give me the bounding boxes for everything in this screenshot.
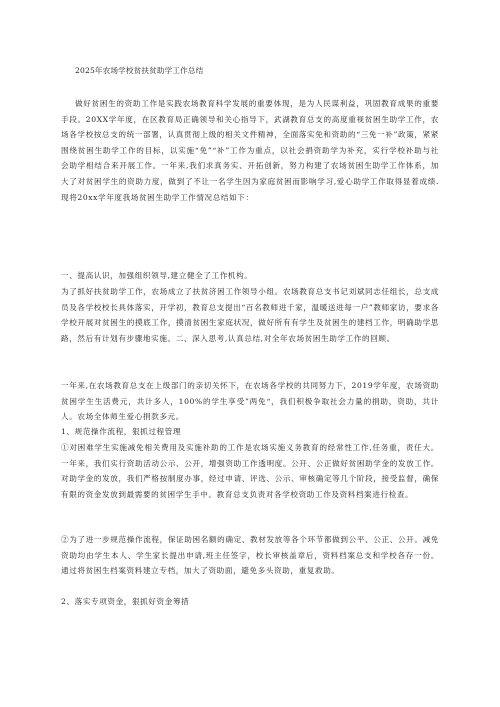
- section-1-heading: 一、提高认识，加强组织领导,建立健全了工作机构。: [61, 271, 253, 280]
- section-1-paragraph: 为了抓好扶贫助学工作，农场成立了扶贫济困工作领导小组。农场教育总支书记刘斌同志任组长，总支成员及各学校校长具体落实，开学初，教育总支提出“百名教师进千家，温暖送进每一户”教师家访，要求各学校开展对贫困生的摸底工作，摸清贫困生家庭状况，做好所有有学生及贫困生的建档工作，明确助学思路，然后有计划有步骤地实施。二、深入思考,认真总结,对全年农场贫困生助学工作的回顾。: [61, 287, 439, 343]
- list-item-fee-reduction: ①对困难学生实施减免相关费用及实施补助的工作是农场实施义务教育的经常性工作,任务重，责任大。一年来，我们实行资助活动公示、公开，增强资助工作透明度。公开、公正做好贫困助学金的发放工作。对助学金的发放，我们严格按制度办事，经过申请、评选、公示、审核确定等几个阶段，接受监督，确保有限的资金发放到最需要的贫困学生手中。教育总支负责对各学校资助工作及资料档案进行检查。: [61, 443, 439, 499]
- subheading-special-funds: 2、落实专项资金，狠抓好资金筹措: [61, 597, 190, 606]
- list-item-process-standardization: ②为了进一步规范操作流程，保证助困名额的确定、教材发放等各个环节都做到公平、公正、公开。减免资助均由学生本人、学生家长提出申请,班主任签字，校长审核盖章后，资料档案总支和学校各存一份。通过将贫困生档案资料建立专档，加大了资助面，避免多头资助，重复救助。: [61, 535, 439, 576]
- subheading-process-management: 1、规范操作流程，狠抓过程管理: [61, 427, 182, 436]
- intro-paragraph: 做好贫困生的资助工作是实践农场教育科学发展的重要体现，是为人民谋利益，巩固教育成果的重要手段。20XX学年度，在区教育局正确领导和关心指导下，武湖教育总支的高度重视贫困生助学工作，农场各学校按总支的统一部署，认真贯彻上级的相关文件精神，全面落实免和资助的“三免一补”政策，紧紧围绕贫困生助学工作的目标，以实施“免”“补”工作为重点，以社会捐资助学为补充，实行学校补助与社会助学相结合来开展工作。一年来,我们求真务实、开拓创新，努力构建了农场贫困生助学工作体系，加大了对贫困学生的资助力度，做到了不让一名学生因为家庭贫困而影响学习,爱心助学工作取得显着成绩.现将20xx学年度我场贫困生助学工作情况总结如下：: [61, 99, 439, 202]
- document-title: 2025年农场学校贫扶贫助学工作总结: [75, 66, 204, 75]
- support-summary-paragraph: 一年来,在农场教育总支在上级部门的亲切关怀下，在农场各学校的共同努力下，2019学年度，农场资助贫困学生生活费元，共计多人，100%的学生享受”两免“，我们积极争取社会力量的捐助，资助，共计人。农场全体师生爱心捐款多元。: [61, 381, 439, 422]
